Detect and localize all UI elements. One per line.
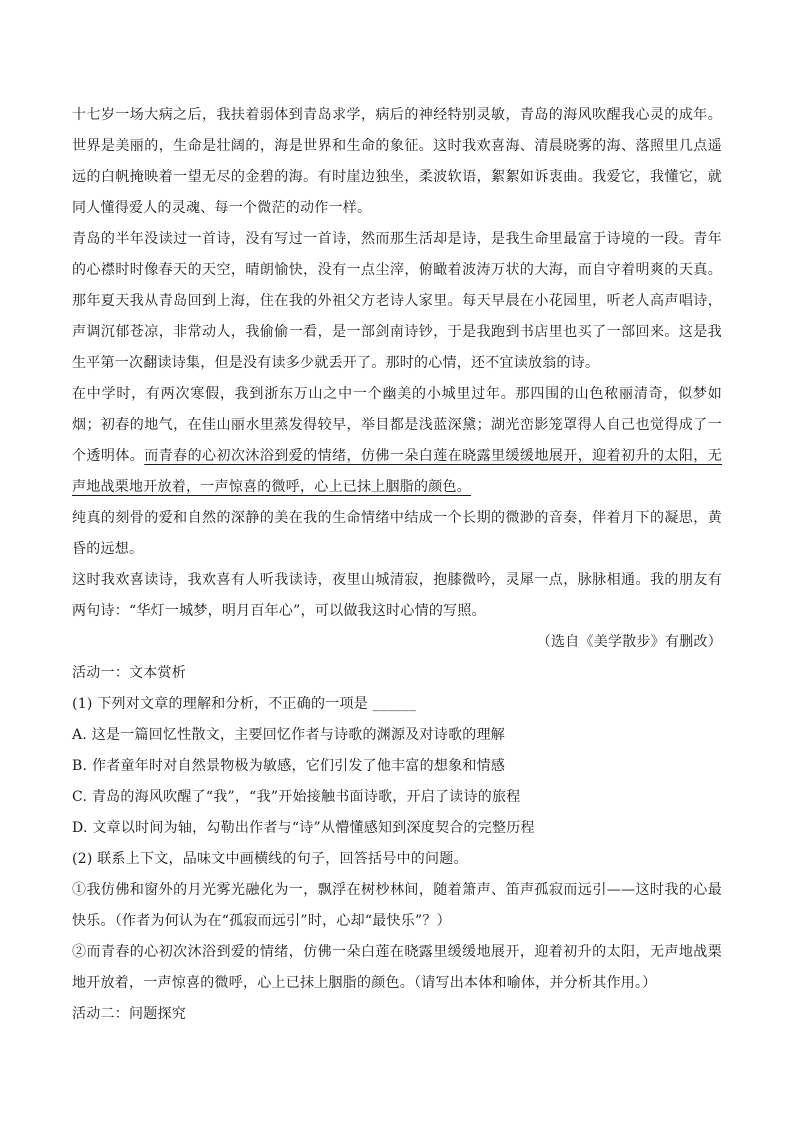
paragraph-3-text: 在中学时，有两次寒假，我到浙东万山之中一个幽美的小城里过年。那四围的山色秾丽清奇，似梦如烟；初春的地气，在佳山丽水里蒸发得较早，举目都是浅蓝深黛；湖光峦影笼罩得人自己也觉得成了一个透明体。 [72,386,722,464]
passage-paragraph-2: 青岛的半年没读过一首诗，没有写过一首诗，然而那生活却是诗，是我生命里最富于诗境的一段。青年的心襟时时像春天的天空，晴朗愉快，没有一点尘滓，俯瞰着波涛万状的大海，而自守着明爽的天真。那年夏天我从青岛回到上海，住在我的外祖父方老诗人家里。每天早晨在小花园里，听老人高声唱诗，声调沉郁苍凉，非常动人，我偷偷一看，是一部剑南诗钞，于是我跑到书店里也买了一部回来。这是我生平第一次翻读诗集，但是没有读多少就丢开了。那时的心情，还不宜读放翁的诗。 [72,231,722,371]
passage-paragraph-5: 这时我欢喜读诗，我欢喜有人听我读诗，夜里山城清寂，抱膝微吟，灵犀一点，脉脉相通。我的朋友有两句诗：“华灯一城梦，明月百年心”，可以做我这时心情的写照。 [72,572,722,619]
document-content [72,100,722,1030]
question-1-stem: (1) 下列对文章的理解和分析，不正确的一项是 ______ [72,696,417,712]
question-2-stem: (2) 联系上下文，品味文中画横线的句子，回答括号中的问题。 [72,851,468,867]
question-1-option-d: D. 文章以时间为轴，勾勒出作者与“诗”从懵懂感知到深度契合的完整历程 [72,820,535,836]
passage-paragraph-3 [72,379,722,503]
passage-paragraph-4: 纯真的刻骨的爱和自然的深静的美在我的生命情绪中结成一个长期的微渺的音奏，伴着月下的凝思，黄昏的远想。 [72,510,722,557]
source-note: （选自《美学散步》有删改） [536,634,722,650]
question-1-option-b: B. 作者童年时对自然景物极为敏感，它们引发了他丰富的想象和情感 [72,758,506,774]
underlined-sentence: 而青春的心初次沐浴到爱的情绪，仿佛一朵白莲在晓露里缓缓地展开，迎着初升的太阳，无声地战栗地开放着，一声惊喜的微呼，心上已抹上胭脂的颜色。 [72,448,723,495]
question-2-item-1: ①我仿佛和窗外的月光雾光融化为一，飘浮在树杪林间，随着箫声、笛声孤寂而远引——这时我的心最快乐。（作者为何认为在“孤寂而远引”时，心却“最快乐”？） [72,882,722,929]
activity-2-title: 活动二：问题探究 [72,1006,186,1022]
question-1-option-c: C. 青岛的海风吹醒了“我”，“我”开始接触书面诗歌，开启了读诗的旅程 [72,789,521,805]
question-1-option-a: A. 这是一篇回忆性散文，主要回忆作者与诗歌的渊源及对诗歌的理解 [72,727,506,743]
activity-1-title: 活动一：文本赏析 [72,665,186,681]
passage-paragraph-1: 十七岁一场大病之后，我扶着弱体到青岛求学，病后的神经特别灵敏，青岛的海风吹醒我心灵的成年。世界是美丽的，生命是壮阔的，海是世界和生命的象征。这时我欢喜海、清晨晓雾的海、落照里几点遥远的白帆掩映着一望无尽的金碧的海。有时崖边独坐，柔波软语，絮絮如诉衷曲。我爱它，我懂它，就同人懂得爱人的灵魂、每一个微茫的动作一样。 [72,107,722,216]
question-2-item-2: ②而青春的心初次沐浴到爱的情绪，仿佛一朵白莲在晓露里缓缓地展开，迎着初升的太阳，无声地战栗地开放着，一声惊喜的微呼，心上已抹上胭脂的颜色。（请写出本体和喻体，并分析其作用。） [72,944,722,991]
